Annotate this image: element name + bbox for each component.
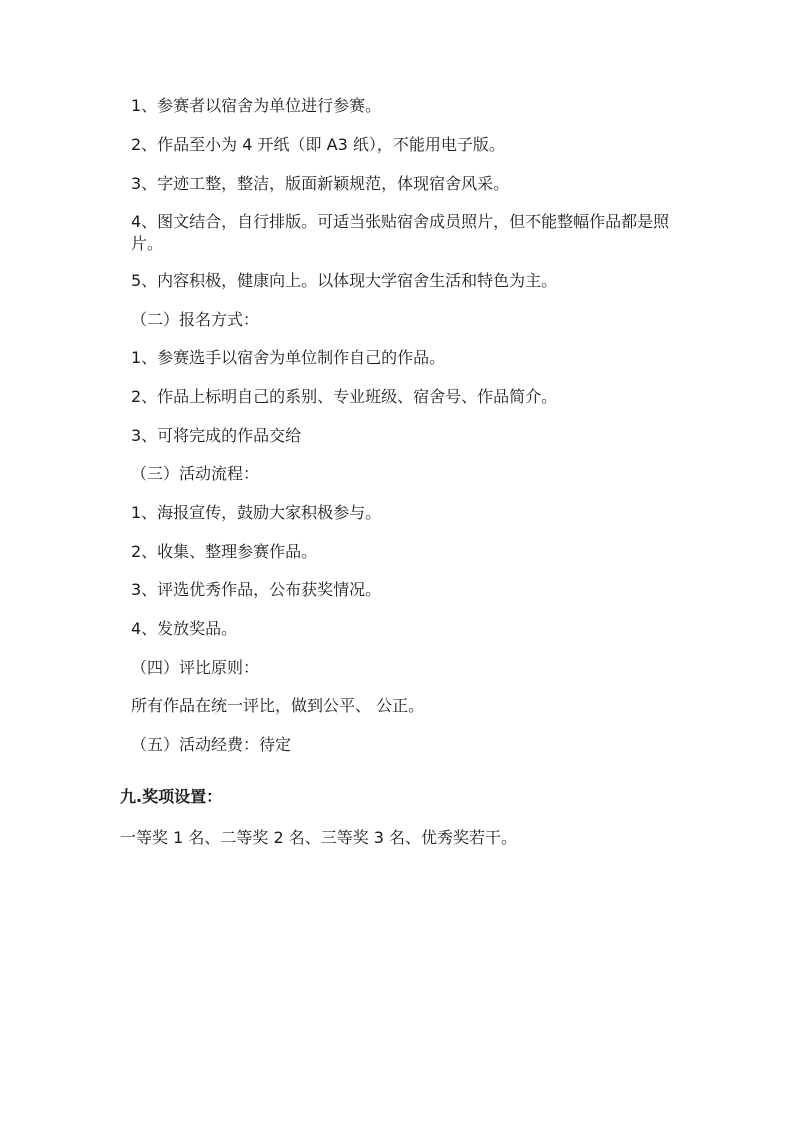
rule-item: 2、作品至小为 4 开纸（即 A3 纸），不能用电子版。 (131, 135, 505, 154)
rule-item: 3、字迹工整，整洁，版面新颖规范，体现宿舍风采。 (131, 174, 510, 193)
awards-heading: 九.奖项设置： (120, 787, 223, 806)
awards-text: 一等奖 1 名、二等奖 2 名、三等奖 3 名、优秀奖若干。 (120, 828, 518, 847)
process-item: 1、海报宣传，鼓励大家积极参与。 (131, 503, 382, 522)
registration-item: 1、参赛选手以宿舍为单位制作自己的作品。 (131, 348, 446, 367)
process-item: 3、评选优秀作品，公布获奖情况。 (131, 580, 382, 599)
registration-item: 2、作品上标明自己的系别、专业班级、宿舍号、作品简介。 (131, 387, 558, 406)
registration-item: 3、可将完成的作品交给 (131, 426, 302, 445)
process-item: 4、发放奖品。 (131, 619, 238, 638)
rule-item: 5、内容积极，健康向上。以体现大学宿舍生活和特色为主。 (131, 271, 558, 290)
section-heading-process: （三）活动流程： (131, 464, 260, 483)
rule-item: 4、图文结合，自行排版。可适当张贴宿舍成员照片，但不能整幅作品都是照片。 (131, 212, 670, 253)
rule-item: 1、参赛者以宿舍为单位进行参赛。 (131, 96, 382, 115)
funding-text: （五）活动经费：待定 (131, 735, 292, 754)
section-heading-judging: （四）评比原则： (131, 658, 260, 677)
section-heading-registration: （二）报名方式： (131, 310, 260, 329)
process-item: 2、收集、整理参赛作品。 (131, 542, 318, 561)
judging-text: 所有作品在统一评比，做到公平、 公正。 (131, 696, 425, 715)
